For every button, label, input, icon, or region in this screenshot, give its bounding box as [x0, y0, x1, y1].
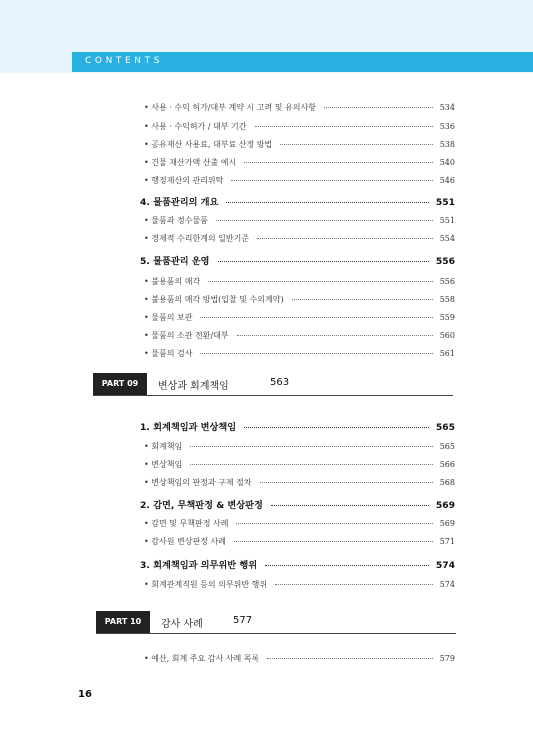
contents-label: CONTENTS [85, 56, 164, 66]
dot-leader [271, 505, 429, 506]
dot-leader [292, 299, 433, 300]
part-header [93, 373, 453, 396]
entry-page-number: 579 [439, 654, 455, 663]
entry-title: • 물품의 소관 전환/대부 [144, 331, 229, 340]
part-page-number: 563 [270, 377, 290, 388]
entry-page-number: 565 [439, 442, 455, 451]
toc-section-entry[interactable] [140, 557, 455, 571]
entry-page-number: 560 [439, 331, 455, 340]
entry-title: 1. 회계책임과 변상책임 [140, 422, 237, 433]
entry-title: • 불용품의 매각 [144, 277, 201, 286]
part-title: 변상과 회계책임 [158, 381, 229, 392]
dot-leader [257, 238, 433, 239]
dot-leader [244, 427, 429, 428]
toc-section-entry[interactable] [140, 253, 455, 267]
dot-leader [275, 584, 433, 585]
page-number: 16 [78, 689, 92, 700]
entry-page-number: 561 [439, 349, 455, 358]
entry-title: • 건물 재산가액 산출 예시 [144, 158, 237, 167]
dot-leader [244, 162, 433, 163]
toc-subentry[interactable] [140, 312, 455, 323]
entry-title: • 공유재산 사용료, 대부료 산정 방법 [144, 140, 273, 149]
entry-title: 5. 물품관리 운영 [140, 256, 210, 267]
entry-page-number: 574 [439, 580, 455, 589]
entry-title: • 변상책임의 판정과 구제 절차 [144, 478, 252, 487]
toc-section-entry[interactable] [140, 497, 455, 511]
toc-subentry[interactable] [140, 536, 455, 547]
entry-page-number: 540 [439, 158, 455, 167]
toc-subentry[interactable] [140, 121, 455, 132]
entry-page-number: 566 [439, 460, 455, 469]
toc-subentry[interactable] [140, 102, 455, 113]
part-title: 감사 사례 [161, 619, 203, 630]
toc-subentry[interactable] [140, 441, 455, 452]
entry-page-number: 551 [439, 216, 455, 225]
entry-page-number: 569 [435, 500, 455, 511]
toc-subentry[interactable] [140, 518, 455, 529]
contents-bar [72, 52, 533, 72]
toc-subentry[interactable] [140, 276, 455, 287]
dot-leader [231, 180, 432, 181]
toc-subentry[interactable] [140, 330, 455, 341]
entry-page-number: 571 [439, 537, 455, 546]
dot-leader [237, 335, 433, 336]
entry-title: • 감면 및 무책판정 사례 [144, 519, 229, 528]
entry-title: 2. 감면, 무책판정 & 변상판정 [140, 500, 263, 511]
part-tag: PART 10 [96, 611, 150, 633]
toc-subentry[interactable] [140, 579, 455, 590]
dot-leader [216, 220, 433, 221]
dot-leader [265, 565, 429, 566]
dot-leader [236, 523, 432, 524]
entry-title: • 불용품의 매각 방법(입찰 및 수의계약) [144, 295, 284, 304]
toc-subentry[interactable] [140, 459, 455, 470]
dot-leader [234, 541, 433, 542]
toc-subentry[interactable] [140, 348, 455, 359]
toc-subentry[interactable] [140, 294, 455, 305]
dot-leader [208, 281, 433, 282]
dot-leader [200, 353, 432, 354]
dot-leader [324, 107, 433, 108]
part-header [96, 611, 456, 634]
toc-section-entry[interactable] [140, 194, 455, 208]
entry-title: • 예산, 회계 주요 감사 사례 목록 [144, 654, 260, 663]
dot-leader [255, 126, 433, 127]
entry-page-number: 536 [439, 122, 455, 131]
part-tag: PART 09 [93, 373, 147, 395]
toc-subentry[interactable] [140, 157, 455, 168]
dot-leader [200, 317, 432, 318]
entry-page-number: 556 [439, 277, 455, 286]
entry-page-number: 551 [435, 197, 455, 208]
entry-title: • 사용 · 수익허가 / 대부 기간 [144, 122, 247, 131]
part-page-number: 577 [233, 615, 253, 626]
dot-leader [190, 446, 433, 447]
entry-title: • 변상책임 [144, 460, 183, 469]
entry-title: • 회계관계직원 등의 의무위반 행위 [144, 580, 268, 589]
entry-page-number: 534 [439, 103, 455, 112]
toc-subentry[interactable] [140, 215, 455, 226]
dot-leader [226, 202, 428, 203]
entry-title: • 사용 · 수익 허가/대부 계약 시 고려 및 유의사항 [144, 103, 316, 112]
entry-page-number: 546 [439, 176, 455, 185]
entry-page-number: 565 [435, 422, 455, 433]
entry-page-number: 569 [439, 519, 455, 528]
entry-title: • 회계책임 [144, 442, 183, 451]
entry-page-number: 558 [439, 295, 455, 304]
entry-page-number: 556 [435, 256, 455, 267]
entry-title: 3. 회계책임과 의무위반 행위 [140, 560, 258, 571]
toc-section-entry[interactable] [140, 419, 455, 433]
entry-title: • 물품의 보관 [144, 313, 193, 322]
entry-page-number: 538 [439, 140, 455, 149]
dot-leader [280, 144, 433, 145]
entry-title: 4. 물품관리의 개요 [140, 197, 219, 208]
entry-page-number: 559 [439, 313, 455, 322]
entry-title: • 행정재산의 관리위탁 [144, 176, 224, 185]
entry-title: • 물품과 정수물품 [144, 216, 208, 225]
entry-page-number: 568 [439, 478, 455, 487]
toc-subentry[interactable] [140, 653, 455, 664]
toc-subentry[interactable] [140, 233, 455, 244]
dot-leader [260, 482, 433, 483]
entry-title: • 물품의 검사 [144, 349, 193, 358]
toc-subentry[interactable] [140, 139, 455, 150]
entry-title: • 경제적 수리한계의 일반기준 [144, 234, 250, 243]
dot-leader [267, 658, 432, 659]
dot-leader [218, 261, 429, 262]
entry-page-number: 554 [439, 234, 455, 243]
entry-page-number: 574 [435, 560, 455, 571]
toc-subentry[interactable] [140, 175, 455, 186]
toc-subentry[interactable] [140, 477, 455, 488]
dot-leader [190, 464, 433, 465]
entry-title: • 감사원 변상판정 사례 [144, 537, 226, 546]
